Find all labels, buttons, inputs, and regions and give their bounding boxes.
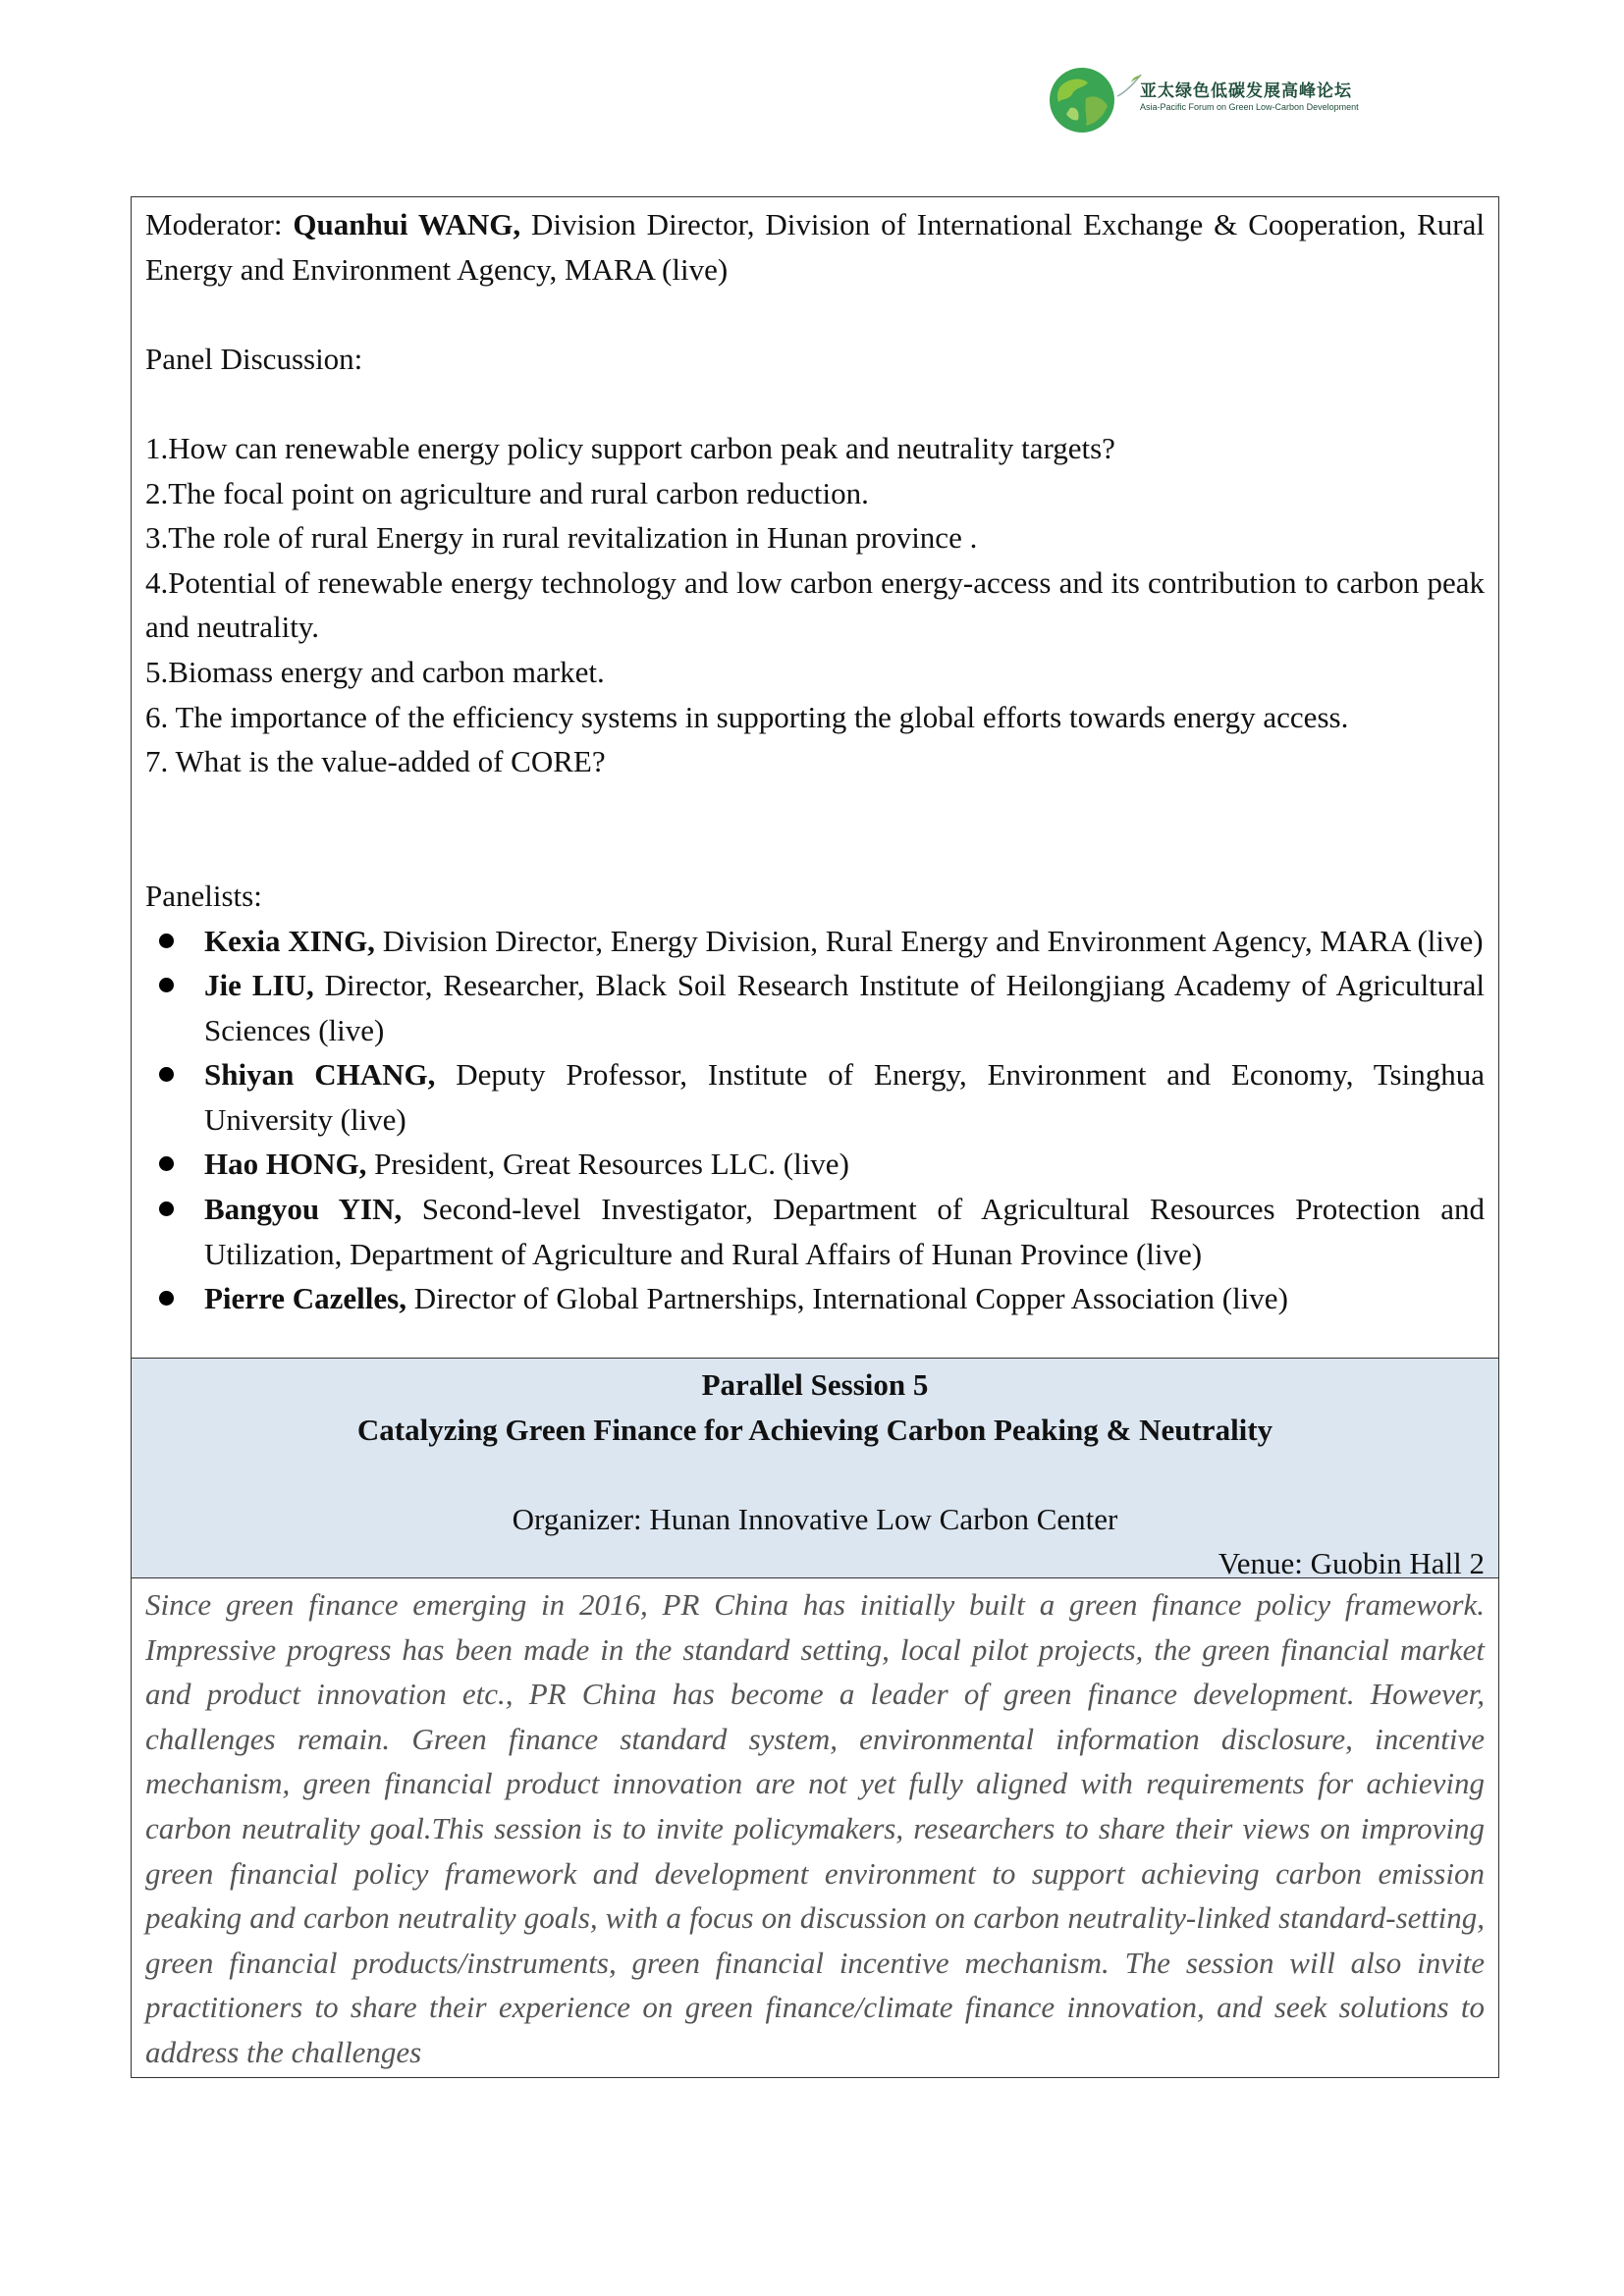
panelist-item <box>145 1052 1485 1142</box>
panelist-name: Hao HONG, <box>204 1147 367 1182</box>
panelist-role: Second-level Investigator, Department of Agricultural Resources Protection and Utilization, Department of Agriculture and Rural Affairs of Hunan Province (live) <box>204 1192 1485 1271</box>
panelist-role: Director, Researcher, Black Soil Research Institute of Heilongjiang Academy of Agricultural Sciences (live) <box>204 968 1485 1047</box>
session-description: Since green finance emerging in 2016, PR China has initially built a green finance policy framework. Impressive progress has been made in the standard setting, local pilot projects, the green financial market and product innovation etc., PR China has become a leader of green finance development. However, challenges remain. Green finance standard system, environmental information disclosure, incentive mechanism, green financial product innovation are not yet fully aligned with requirements for achieving carbon neutrality goal.This session is to invite policymakers, researchers to share their views on improving green financial policy framework and development environment to support achieving carbon emission peaking and carbon neutrality goals, with a focus on discussion on carbon neutrality-linked standard-setting, green financial products/instruments, green financial incentive mechanism. The session will also invite practitioners to share their experience on green finance/climate finance innovation, and seek solutions to address the challenges <box>145 1587 1485 2069</box>
panelist-role: President, Great Resources LLC. (live) <box>366 1147 849 1182</box>
session-title: Catalyzing Green Finance for Achieving Carbon Peaking & Neutrality <box>356 1412 1273 1447</box>
question-item: 4.Potential of renewable energy technology and low carbon energy-access and its contribution to carbon peak and neutrality. <box>145 564 1485 645</box>
panelist-item <box>145 919 1485 964</box>
panelist-name: Shiyan CHANG, <box>204 1057 436 1093</box>
program-table <box>131 196 1499 2078</box>
session-organizer: Organizer: Hunan Innovative Low Carbon Center <box>512 1501 1118 1536</box>
panelist-role: Director of Global Partnerships, International Copper Association (live) <box>406 1281 1288 1316</box>
panelists-heading: Panelists: <box>145 878 262 913</box>
panelist-name: Bangyou YIN, <box>204 1192 403 1227</box>
session-venue: Venue: Guobin Hall 2 <box>1218 1546 1485 1581</box>
forum-logo <box>1047 65 1380 135</box>
moderator-label: Moderator: <box>145 207 294 241</box>
logo-chinese-text: 亚太绿色低碳发展高峰论坛 <box>1140 81 1352 101</box>
logo-english-text: Asia-Pacific Forum on Green Low-Carbon Development <box>1140 102 1359 112</box>
panelist-item <box>145 1142 1485 1187</box>
panelists-list <box>145 919 1485 1321</box>
panelist-role: Deputy Professor, Institute of Energy, Environment and Economy, Tsinghua University (live) <box>204 1057 1485 1137</box>
panelist-name: Pierre Cazelles, <box>204 1281 406 1316</box>
question-item: 3.The role of rural Energy in rural revitalization in Hunan province . <box>145 520 978 556</box>
panelist-item <box>145 1187 1485 1276</box>
session-4-details-cell <box>132 197 1498 1359</box>
question-item: 6. The importance of the efficiency systems in supporting the global efforts towards energy access. <box>145 699 1349 734</box>
moderator-name: Quanhui WANG, <box>293 207 521 241</box>
panelist-name: Kexia XING, <box>204 923 375 958</box>
panel-discussion-heading: Panel Discussion: <box>145 341 363 376</box>
question-item: 2.The focal point on agriculture and rural carbon reduction. <box>145 475 869 510</box>
moderator-role: Division Director, Division of International Exchange & Cooperation, Rural Energy and Environment Agency, MARA (live) <box>145 207 1485 287</box>
moderator-line <box>145 202 1485 292</box>
panelist-name: Jie LIU, <box>204 968 314 1003</box>
question-item: 5.Biomass energy and carbon market. <box>145 654 605 689</box>
session-5-description-cell <box>132 1578 1498 2077</box>
panelist-item <box>145 1276 1485 1321</box>
panelist-item <box>145 963 1485 1052</box>
question-item: 7. What is the value-added of CORE? <box>145 744 606 779</box>
globe-logo-icon <box>1047 65 1117 135</box>
session-label: Parallel Session 5 <box>701 1367 929 1402</box>
question-item: 1.How can renewable energy policy support carbon peak and neutrality targets? <box>145 430 1115 465</box>
panelist-role: Division Director, Energy Division, Rural Energy and Environment Agency, MARA (live) <box>374 923 1484 958</box>
session-5-header-cell <box>132 1359 1498 1581</box>
